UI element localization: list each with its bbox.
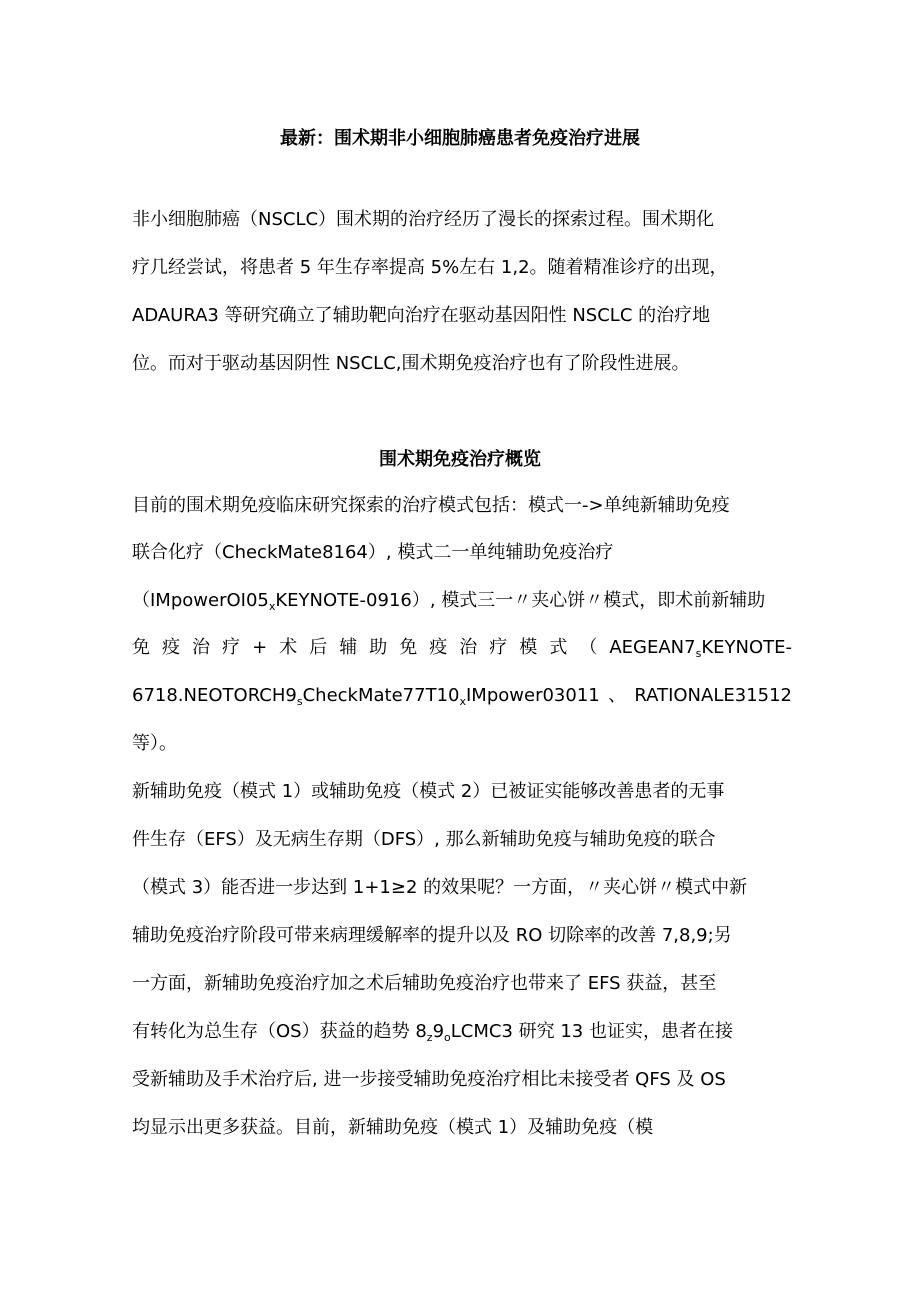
text-run: AEGEAN7 xyxy=(609,637,696,658)
text-run: 助 xyxy=(369,637,388,658)
section1-line-2: 联合化疗（CheckMate8164）, 模式二一单纯辅助免疫治疗 xyxy=(132,542,614,563)
section2-line-7: 受新辅助及手术治疗后, 进一步接受辅助免疫治疗相比未接受者 QFS 及 OS xyxy=(132,1069,726,1090)
subscript: o xyxy=(444,1031,451,1044)
text-run: LCMC3 研究 13 也证实，患者在接 xyxy=(450,1021,733,1042)
text-run: 治 xyxy=(459,637,478,658)
text-run: 辅 xyxy=(339,637,358,658)
text-run: 式 xyxy=(549,637,568,658)
intro-line-1: 非小细胞肺癌（NSCLC）围术期的治疗经历了漫长的探索过程。围术期化 xyxy=(132,209,715,230)
text-run: + xyxy=(252,637,268,658)
text-run: 免 xyxy=(132,637,150,658)
text-run: IMpower03011 xyxy=(466,685,600,706)
text-run: 疫 xyxy=(162,637,181,658)
section2-line-8: 均显示出更多获益。目前，新辅助免疫（模式 1）及辅助免疫（模 xyxy=(132,1117,654,1138)
section2-line-2: 件生存（EFS）及无病生存期（DFS）, 那么新辅助免疫与辅助免疫的联合 xyxy=(132,829,716,850)
intro-line-2: 疗几经尝试，将患者 5 年生存率提高 5%左右 1,2。随着精准诊疗的出现， xyxy=(132,257,728,278)
text-run: 疗 xyxy=(489,637,508,658)
document-title: 最新：围术期非小细胞肺癌患者免疫治疗进展 xyxy=(280,128,640,149)
text-run: 模 xyxy=(519,637,538,658)
section2-line-6 xyxy=(132,1020,792,1044)
text-run: 治 xyxy=(192,637,211,658)
subscript: s xyxy=(296,695,303,708)
section2-line-3: （模式 3）能否进一步达到 1+1≥2 的效果呢？一方面，〃夹心饼〃模式中新 xyxy=(132,877,748,898)
text-run: 后 xyxy=(309,637,328,658)
section2-line-4: 辅助免疫治疗阶段可带来病理缓解率的提升以及 RO 切除率的改善 7,8,9;另 xyxy=(132,925,732,946)
section1-line-5 xyxy=(132,684,792,708)
text-run xyxy=(132,684,600,708)
text-run: KEYNOTE-0916）, 模式三一〃夹心饼〃模式，即术前新辅助 xyxy=(275,590,766,611)
section1-line-6: 等）。 xyxy=(132,733,177,754)
intro-line-3: ADAURA3 等研究确立了辅助靶向治疗在驱动基因阳性 NSCLC 的治疗地 xyxy=(132,305,711,326)
section1-line-4 xyxy=(132,636,792,660)
text-run: RATIONALE31512 xyxy=(634,685,792,706)
text-run: 6718.NEOTORCH9 xyxy=(132,685,297,706)
text-run: 有转化为总生存（OS）获益的趋势 8 xyxy=(132,1021,427,1042)
text-run: 疫 xyxy=(429,637,448,658)
subscript: x xyxy=(459,695,466,708)
text-run: 、 xyxy=(608,685,627,706)
subscript: s xyxy=(695,647,702,660)
section1-line-1: 目前的围术期免疫临床研究探索的治疗模式包括：模式一->单纯新辅助免疫 xyxy=(132,495,730,516)
intro-line-4: 位。而对于驱动基因阴性 NSCLC,围术期免疫治疗也有了阶段性进展。 xyxy=(132,353,690,374)
text-run: 术 xyxy=(279,637,298,658)
text-run xyxy=(609,636,792,660)
text-run: 9 xyxy=(432,1021,445,1042)
text-run: CheckMate77T10 xyxy=(302,685,460,706)
text-run: KEYNOTE- xyxy=(701,637,792,658)
section2-line-1: 新辅助免疫（模式 1）或辅助免疫（模式 2）已被证实能够改善患者的无事 xyxy=(132,781,725,802)
subscript: z xyxy=(426,1031,433,1044)
text-run: 疗 xyxy=(222,637,241,658)
section2-line-5: 一方面，新辅助免疫治疗加之术后辅助免疫治疗也带来了 EFS 获益，甚至 xyxy=(132,973,717,994)
text-run: （ xyxy=(579,637,598,658)
subscript: x xyxy=(268,600,276,613)
text-run: （IMpowerOI05 xyxy=(132,590,269,611)
section-title: 围术期免疫治疗概览 xyxy=(379,449,541,470)
text-run: 免 xyxy=(399,637,418,658)
section1-line-3 xyxy=(132,589,792,613)
